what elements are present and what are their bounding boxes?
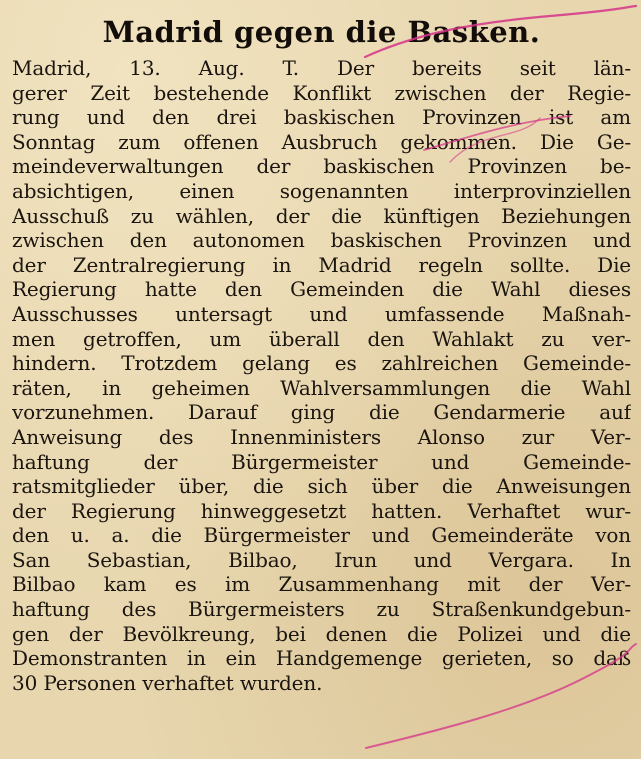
article-line: Demonstranten in ein Handgemenge gerieten, so daß <box>12 646 631 671</box>
article-line: rung und den drei baskischen Provinzen ist am <box>12 105 631 130</box>
article-line: Ausschusses untersagt und umfassende Maßnah- <box>12 301 631 326</box>
article-line: hindern. Trotzdem gelang es zahlreichen Gemeinde- <box>12 351 631 376</box>
article-line: gerer Zeit bestehende Konflikt zwischen der Regie- <box>12 80 631 105</box>
article-line: haftung des Bürgermeisters zu Straßenkundgebun- <box>12 597 631 622</box>
article-line: der Zentralregierung in Madrid regeln sollte. Die <box>12 252 631 277</box>
article-line: ratsmitglieder über, die sich über die Anweisungen <box>12 474 631 499</box>
article-line: Bilbao kam es im Zusammenhang mit der Ver- <box>12 572 631 597</box>
article-line: den u. a. die Bürgermeister und Gemeinderäte von <box>12 523 631 548</box>
article-line: Ausschuß zu wählen, der die künftigen Beziehungen <box>12 203 631 228</box>
article-line: zwischen den autonomen baskischen Provinzen und <box>12 228 631 253</box>
article-line: meindeverwaltungen der baskischen Provinzen be- <box>12 154 631 179</box>
article-line: San Sebastian, Bilbao, Irun und Vergara. In <box>12 547 631 572</box>
article-line: absichtigen, einen sogenannten interprovinziellen <box>12 178 631 203</box>
article-line: räten, in geheimen Wahlversammlungen die Wahl <box>12 375 631 400</box>
article-line: Sonntag zum offenen Ausbruch gekommen. Die Ge- <box>12 129 631 154</box>
article-line: Regierung hatte den Gemeinden die Wahl dieses <box>12 277 631 302</box>
article-line: men getroffen, um überall den Wahlakt zu ver- <box>12 326 631 351</box>
article-line: 30 Personen verhaftet wurden. <box>12 670 323 695</box>
article-line: haftung der Bürgermeister und Gemeinde- <box>12 449 631 474</box>
article-line: Madrid, 13. Aug. T. Der bereits seit län- <box>12 56 631 80</box>
article-line: gen der Bevölkreung, bei denen die Polizei und die <box>12 621 631 646</box>
headline: Madrid gegen die Basken. <box>102 15 541 49</box>
article-line: der Regierung hinweggesetzt hatten. Verhaftet wur- <box>12 498 631 523</box>
article-line: Anweisung des Innenministers Alonso zur Ver- <box>12 424 631 449</box>
article-body <box>12 56 631 695</box>
article-line: vorzunehmen. Darauf ging die Gendarmerie auf <box>12 400 631 425</box>
